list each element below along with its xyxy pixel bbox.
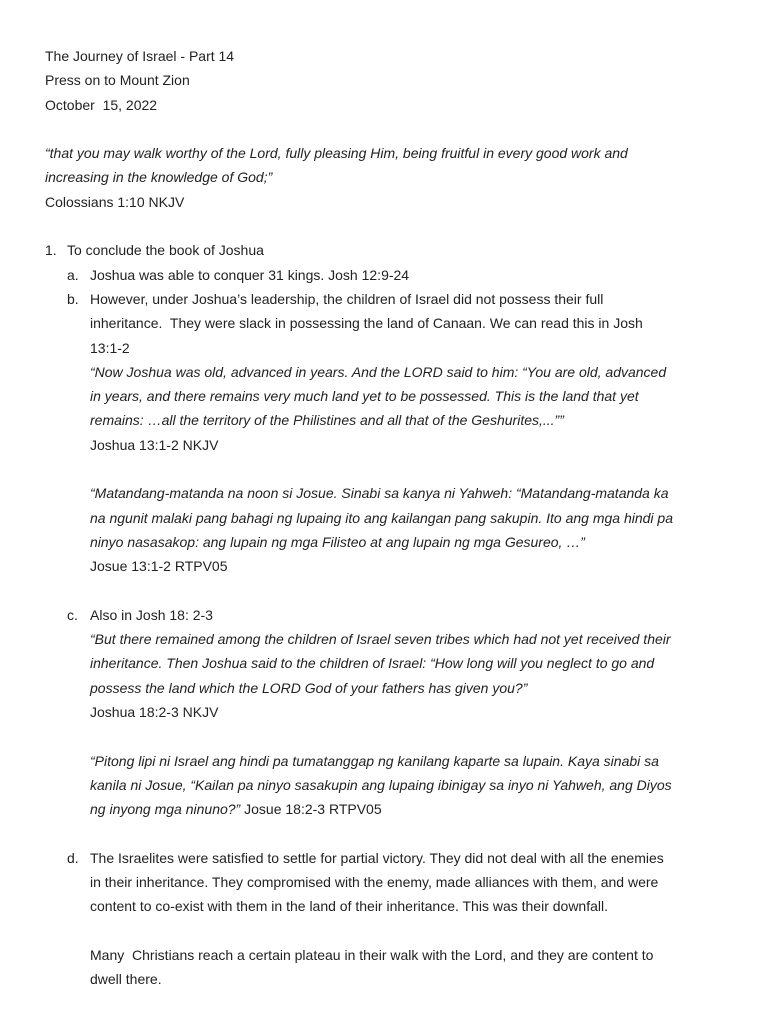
list-marker: c. [67,606,78,623]
outline-item-b [45,287,730,603]
spacer [45,214,730,238]
scripture-quote: possess the land which the LORD God of your fathers has given you?” [90,679,528,696]
scripture-quote: remains: …all the territory of the Philistines and all that of the Geshurites,...”” [90,412,564,429]
paragraph-text: dwell there. [90,971,162,988]
outline-item-a [45,263,730,287]
list-marker: 1. [45,242,57,259]
outline-item-text: inheritance. They were slack in possessing the land of Canaan. We can read this in Josh [90,315,643,332]
spacer [90,579,730,603]
scripture-quote: “But there remained among the children of Israel seven tribes which had not yet received their [90,631,671,648]
outline-item-1 [45,238,730,262]
spacer [90,822,730,846]
outline-item-text: Joshua was able to conquer 31 kings. Josh 12:9-24 [90,266,410,283]
outline-item-d [45,846,730,992]
spacer [90,457,730,481]
key-verse-line: increasing in the knowledge of God;” [45,169,273,186]
outline-item-c [45,603,730,846]
spacer [90,919,730,943]
scripture-reference: Joshua 18:2-3 NKJV [90,704,219,721]
scripture-quote: “Matandang-matanda na noon si Josue. Sinabi sa kanya ni Yahweh: “Matandang-matanda ka [90,485,669,502]
outline-item-text: The Israelites were satisfied to settle for partial victory. They did not deal with all the enemies [90,849,664,866]
document-title: The Journey of Israel - Part 14 [45,48,235,64]
key-verse-reference: Colossians 1:10 NKJV [45,193,185,210]
scripture-quote-with-reference [90,797,730,821]
list-marker: d. [67,849,79,866]
scripture-quote: kanila ni Josue, “Kailan pa ninyo sasakupin ang lupaing ibinigay sa inyo ni Yahweh, ang Diyos [90,776,672,793]
outline-item-text: Also in Josh 18: 2-3 [90,606,213,623]
outline-item-text: 13:1-2 [90,339,130,356]
key-verse-line: “that you may walk worthy of the Lord, fully pleasing Him, being fruitful in every good work and [45,145,628,162]
document-page [45,44,730,992]
scripture-quote: in years, and there remains very much land yet to be possessed. This is the land that yet [90,388,639,405]
scripture-quote: “Now Joshua was old, advanced in years. And the LORD said to him: “You are old, advanced [90,363,667,380]
outline-item-text: content to co-exist with them in the land of their inheritance. This was their downfall. [90,898,609,915]
spacer [45,117,730,141]
scripture-quote: na ngunit malaki pang bahagi ng lupaing ito ang kailangan pang sakupin. Ito ang mga hindi pa [90,509,673,526]
scripture-reference: Joshua 13:1-2 NKJV [90,436,219,453]
document-subtitle: Press on to Mount Zion [45,72,190,89]
spacer [90,724,730,748]
scripture-quote: ng inyong mga ninuno?” [90,801,241,818]
list-marker: b. [67,290,79,307]
scripture-quote: “Pitong lipi ni Israel ang hindi pa tumatanggap ng kanilang kaparte sa lupain. Kaya sinabi sa [90,752,659,769]
scripture-quote: ninyo nasasakop: ang lupain ng mga Filisteo at ang lupain ng mga Gesureo, …” [90,533,585,550]
scripture-quote: inheritance. Then Joshua said to the children of Israel: “How long will you neglect to go and [90,655,655,672]
scripture-reference: Josue 18:2-3 RTPV05 [240,801,382,818]
scripture-reference: Josue 13:1-2 RTPV05 [90,558,228,575]
outline-item-text: To conclude the book of Joshua [67,242,264,259]
outline-item-text: in their inheritance. They compromised with the enemy, made alliances with them, and were [90,874,659,891]
outline-item-text: However, under Joshua’s leadership, the children of Israel did not possess their full [90,290,604,307]
list-marker: a. [67,266,79,283]
paragraph-text: Many Christians reach a certain plateau in their walk with the Lord, and they are content to [90,946,654,963]
document-date: October 15, 2022 [45,96,158,113]
